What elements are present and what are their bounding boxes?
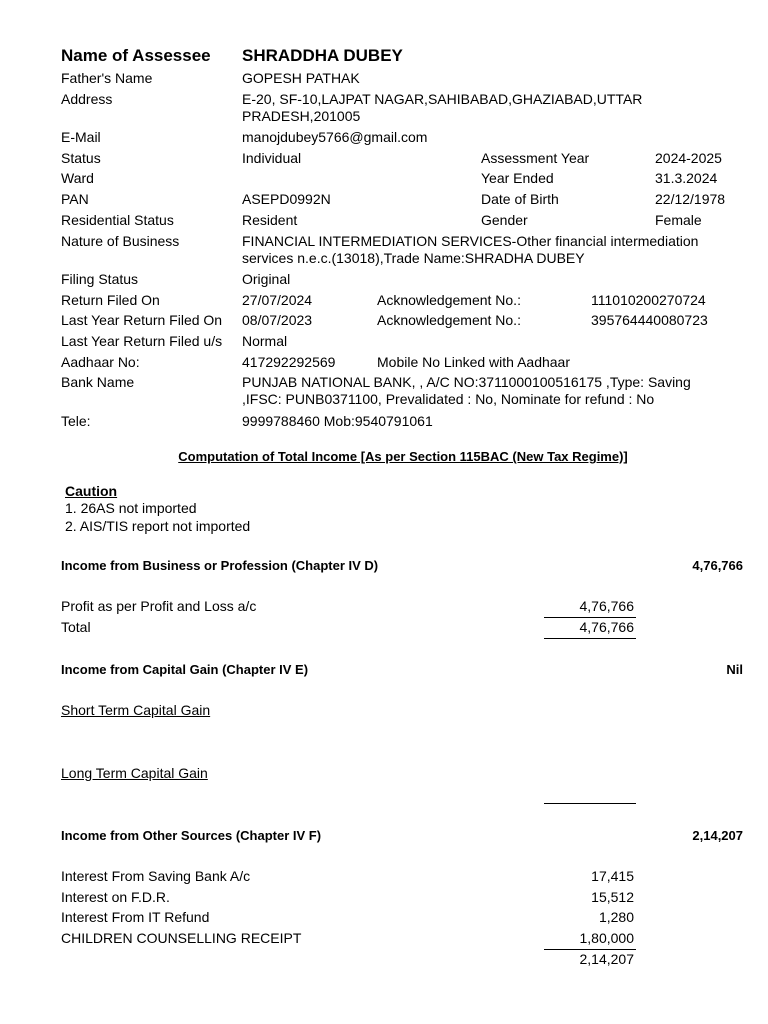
filing-status-value: Original bbox=[242, 271, 291, 287]
tele-value: 9999788460 Mob:9540791061 bbox=[242, 413, 433, 429]
aadhaar-label: Aadhaar No: bbox=[61, 354, 140, 370]
ack-label: Acknowledgement No.: bbox=[377, 292, 521, 308]
ack-value: 111010200270724 bbox=[591, 292, 706, 308]
pl-label: Profit as per Profit and Loss a/c bbox=[61, 598, 257, 614]
name-label: Name of Assessee bbox=[61, 46, 211, 65]
other-sources-heading: Income from Other Sources (Chapter IV F) bbox=[61, 828, 322, 843]
email-label: E-Mail bbox=[61, 129, 101, 145]
last-return-us-label: Last Year Return Filed u/s bbox=[61, 333, 223, 349]
assessment-year-value: 2024-2025 bbox=[655, 150, 722, 166]
last-return-label: Last Year Return Filed On bbox=[61, 312, 223, 328]
business-total-value: 4,76,766 bbox=[579, 619, 634, 635]
father-value: GOPESH PATHAK bbox=[242, 70, 360, 86]
bank-value: PUNJAB NATIONAL BANK, , A/C NO:3711000100516175 ,Type: Saving ,IFSC: PUNB0371100, Prevalidated : No, Nominate for refund : No bbox=[242, 374, 691, 407]
aadhaar-value: 417292292569 bbox=[242, 354, 336, 370]
ward-label: Ward bbox=[61, 170, 94, 186]
other-income-label: Interest From Saving Bank A/c bbox=[61, 868, 251, 884]
business-income-total: 4,76,766 bbox=[692, 558, 743, 573]
other-income-value: 15,512 bbox=[591, 889, 634, 905]
filing-status-label: Filing Status bbox=[61, 271, 139, 287]
business-income-heading: Income from Business or Profession (Chapter IV D) bbox=[61, 558, 379, 573]
email-value: manojdubey5766@gmail.com bbox=[242, 129, 428, 145]
business-total-label: Total bbox=[61, 619, 91, 635]
ltcg-label: Long Term Capital Gain bbox=[61, 765, 208, 781]
computation-title: Computation of Total Income [As per Section 115BAC (New Tax Regime)] bbox=[178, 449, 628, 464]
last-ack-label: Acknowledgement No.: bbox=[377, 312, 521, 328]
other-income-label: Interest From IT Refund bbox=[61, 909, 210, 925]
year-ended-label: Year Ended bbox=[481, 170, 554, 186]
other-income-label: CHILDREN COUNSELLING RECEIPT bbox=[61, 930, 302, 946]
capital-gain-rule bbox=[544, 803, 636, 804]
last-ack-value: 395764440080723 bbox=[591, 312, 708, 328]
status-value: Individual bbox=[242, 150, 302, 166]
pan-label: PAN bbox=[61, 191, 89, 207]
pan-value: ASEPD0992N bbox=[242, 191, 331, 207]
return-filed-value: 27/07/2024 bbox=[242, 292, 313, 308]
other-income-label: Interest on F.D.R. bbox=[61, 889, 170, 905]
tele-label: Tele: bbox=[61, 413, 91, 429]
stcg-label: Short Term Capital Gain bbox=[61, 702, 211, 718]
other-sources-rule bbox=[544, 949, 636, 950]
address-value: E-20, SF-10,LAJPAT NAGAR,SAHIBABAD,GHAZIABAD,UTTAR PRADESH,201005 bbox=[242, 91, 643, 124]
other-income-value: 17,415 bbox=[591, 868, 634, 884]
father-label: Father's Name bbox=[61, 70, 153, 86]
pl-value: 4,76,766 bbox=[579, 598, 634, 614]
other-sources-subtotal: 2,14,207 bbox=[579, 951, 634, 967]
caution-heading: Caution bbox=[65, 483, 118, 499]
business-nature-value: FINANCIAL INTERMEDIATION SERVICES-Other financial intermediation services n.e.c.(13018),Trade Name:SHRADHA DUBEY bbox=[242, 233, 699, 266]
assessment-year-label: Assessment Year bbox=[481, 150, 590, 166]
dob-label: Date of Birth bbox=[481, 191, 559, 207]
year-ended-value: 31.3.2024 bbox=[655, 170, 718, 186]
last-return-us-value: Normal bbox=[242, 333, 288, 349]
other-income-value: 1,80,000 bbox=[579, 930, 634, 946]
business-nature-label: Nature of Business bbox=[61, 233, 180, 249]
residential-status-value: Resident bbox=[242, 212, 298, 228]
caution-item: 2. AIS/TIS report not imported bbox=[65, 518, 251, 534]
total-rule bbox=[544, 638, 636, 639]
gender-value: Female bbox=[655, 212, 702, 228]
name-value: SHRADDHA DUBEY bbox=[242, 46, 403, 65]
return-filed-label: Return Filed On bbox=[61, 292, 160, 308]
other-sources-total: 2,14,207 bbox=[692, 828, 743, 843]
status-label: Status bbox=[61, 150, 101, 166]
bank-label: Bank Name bbox=[61, 374, 135, 390]
capital-gain-heading: Income from Capital Gain (Chapter IV E) bbox=[61, 662, 309, 677]
residential-status-label: Residential Status bbox=[61, 212, 174, 228]
other-income-value: 1,280 bbox=[598, 909, 634, 925]
address-label: Address bbox=[61, 91, 113, 107]
dob-value: 22/12/1978 bbox=[655, 191, 726, 207]
caution-item: 1. 26AS not imported bbox=[65, 500, 197, 516]
subtotal-rule bbox=[544, 617, 636, 618]
capital-gain-total: Nil bbox=[726, 662, 743, 677]
last-return-value: 08/07/2023 bbox=[242, 312, 313, 328]
gender-label: Gender bbox=[481, 212, 528, 228]
mobile-aadhaar-label: Mobile No Linked with Aadhaar bbox=[377, 354, 571, 370]
